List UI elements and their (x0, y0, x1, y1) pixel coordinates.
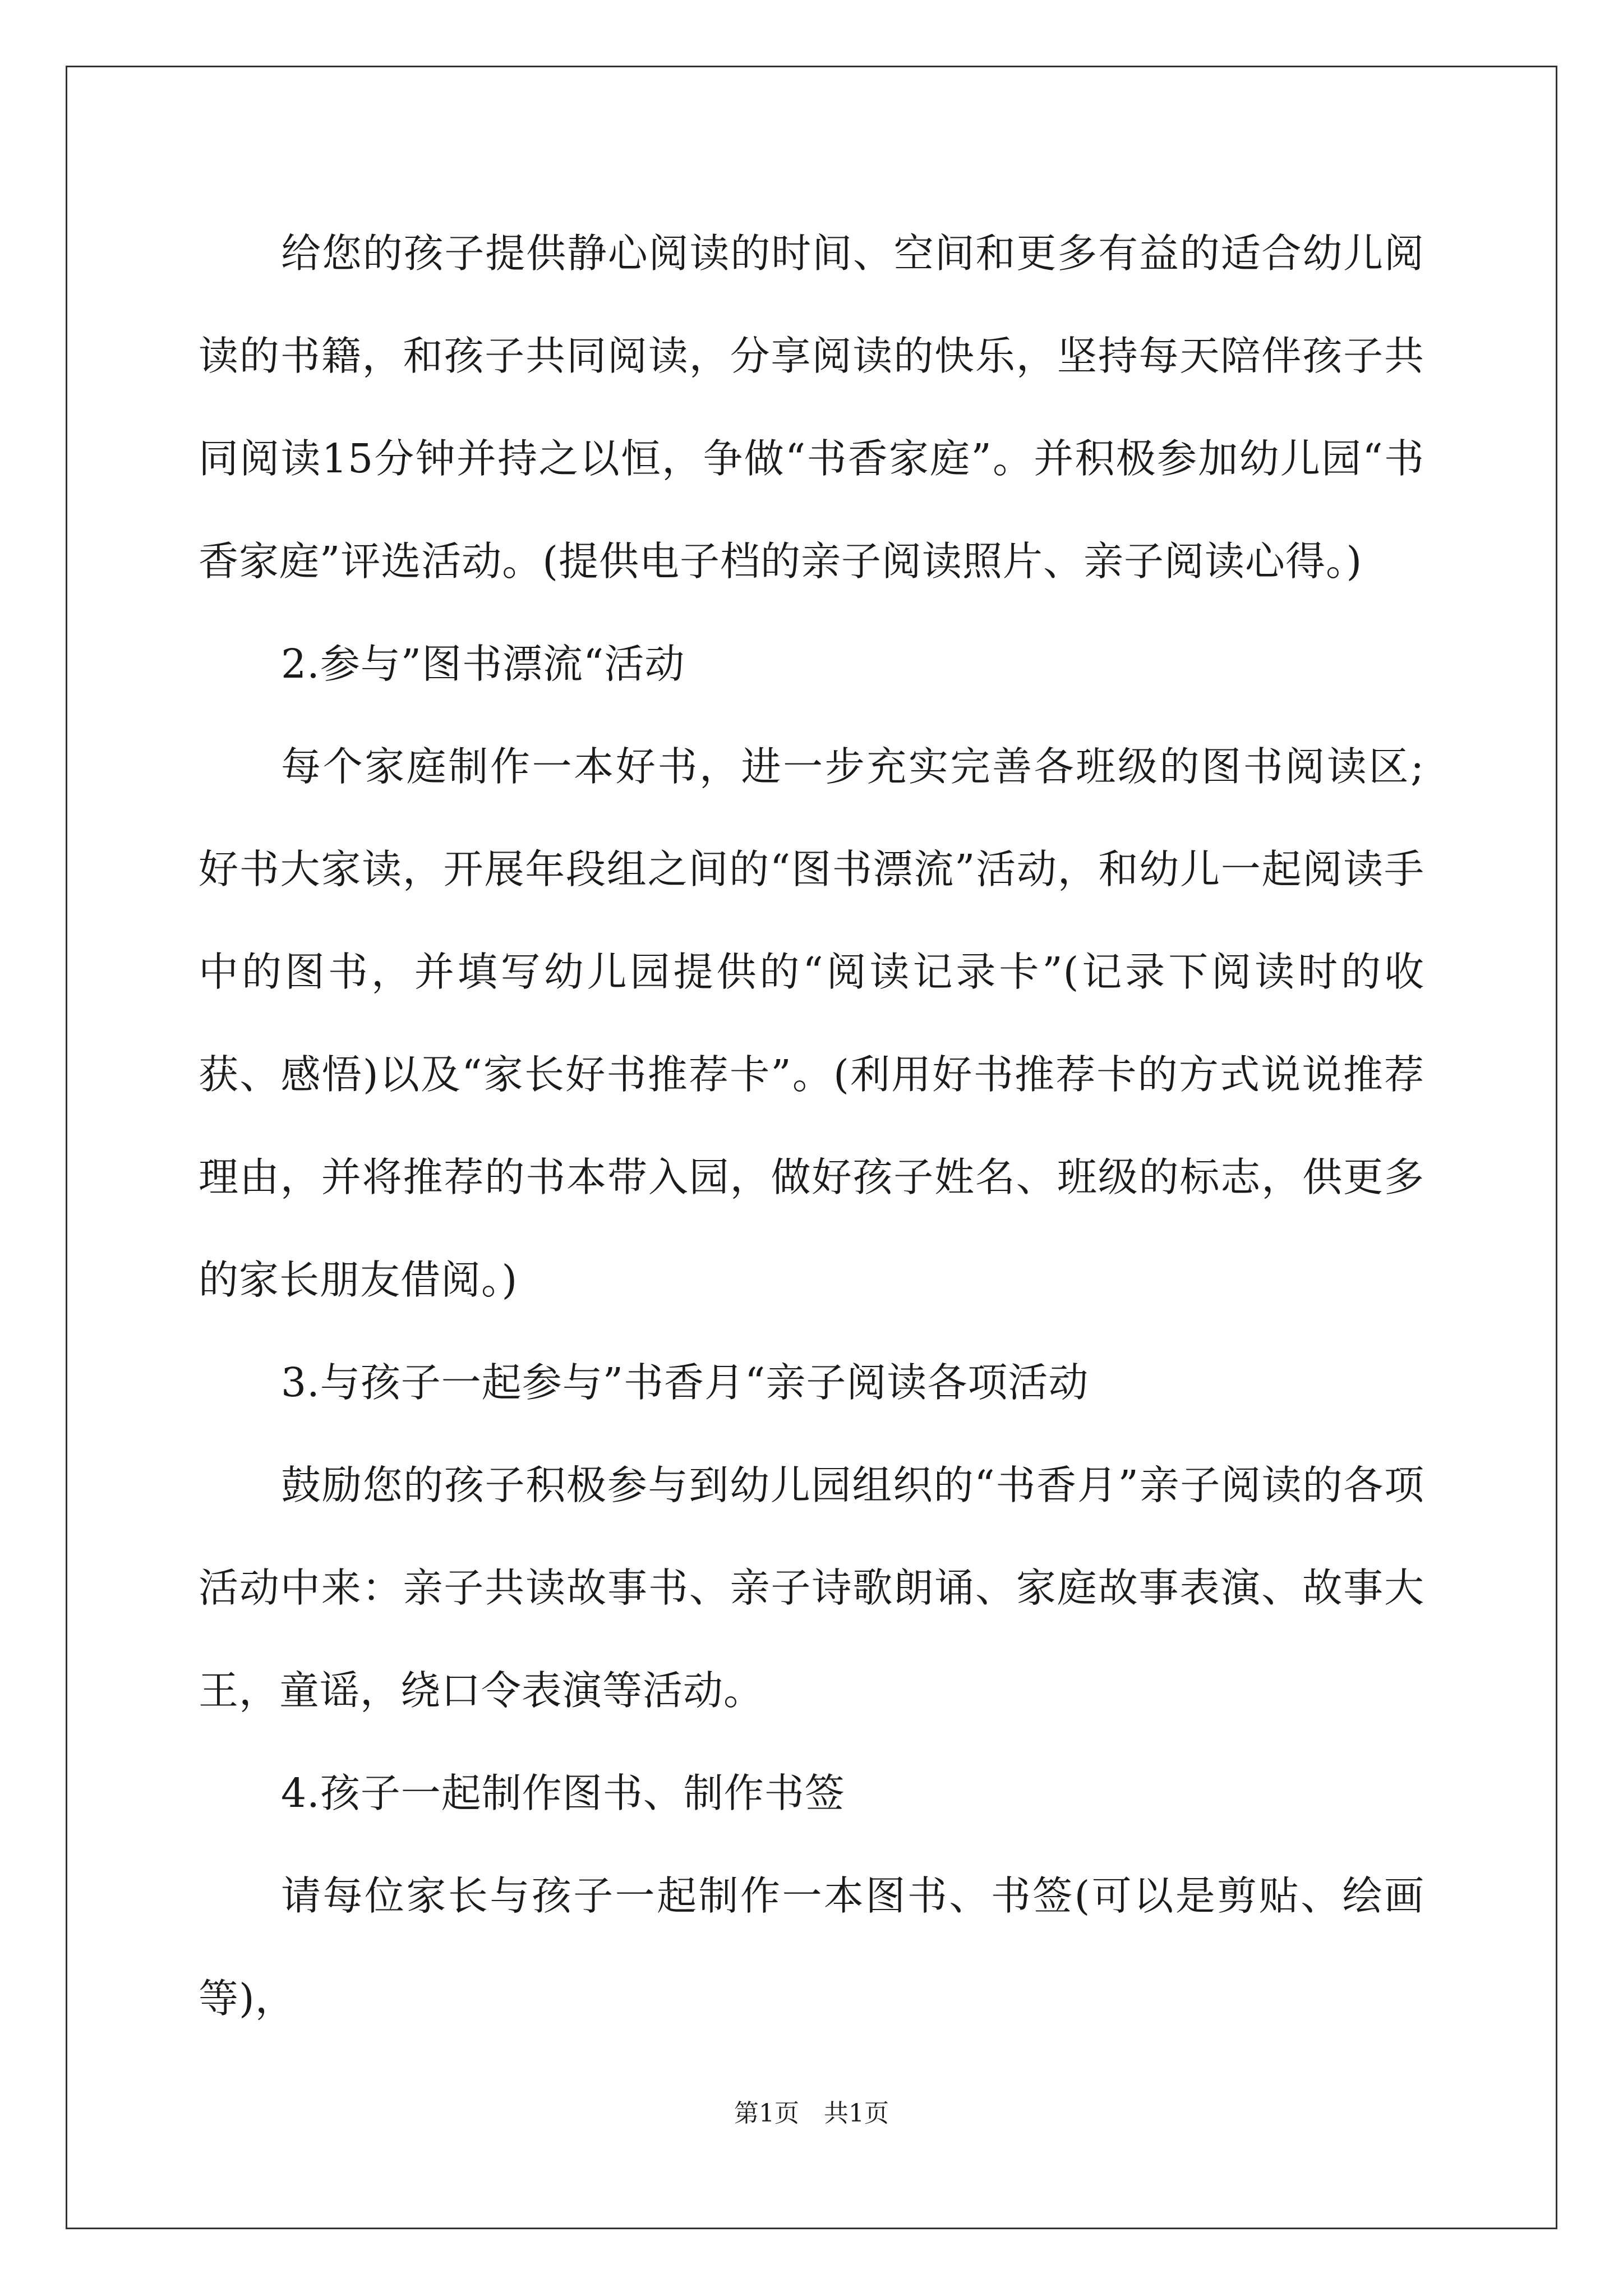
paragraph-book-drifting: 每个家庭制作一本好书，进一步充实完善各班级的图书阅读区;好书大家读，开展年段组之间的“图书漂流”活动，和幼儿一起阅读手中的图书，并填写幼儿园提供的“阅读记录卡”(记录下阅读时的收获、感悟)以及“家长好书推荐卡”。(利用好书推荐卡的方式说说推荐理由，并将推荐的书本带入园，做好孩子姓名、班级的标志，供更多的家长朋友借阅。) (199, 743, 1424, 1303)
paragraph-reading-time: 给您的孩子提供静心阅读的时间、空间和更多有益的适合幼儿阅读的书籍，和孩子共同阅读，分享阅读的快乐，坚持每天陪伴孩子共同阅读15分钟并持之以恒，争做“书香家庭”。并积极参加幼儿园“书香家庭”评选活动。(提供电子档的亲子阅读照片、亲子阅读心得。) (199, 230, 1424, 585)
document-body (199, 202, 1424, 2050)
paragraph-make-books: 请每位家长与孩子一起制作一本图书、书签(可以是剪贴、绘画等)， (199, 1872, 1424, 2022)
heading-make-books: 4.孩子一起制作图书、制作书签 (281, 1770, 845, 1816)
heading-book-month: 3.与孩子一起参与”书香月“亲子阅读各项活动 (281, 1359, 1089, 1406)
page-footer: 第1页 共1页 (734, 2099, 889, 2128)
paragraph-book-month: 鼓励您的孩子积极参与到幼儿园组织的“书香月”亲子阅读的各项活动中来：亲子共读故事书、亲子诗歌朗诵、家庭故事表演、故事大王，童谣，绕口令表演等活动。 (199, 1462, 1424, 1714)
heading-book-drifting: 2.参与”图书漂流“活动 (281, 641, 685, 687)
